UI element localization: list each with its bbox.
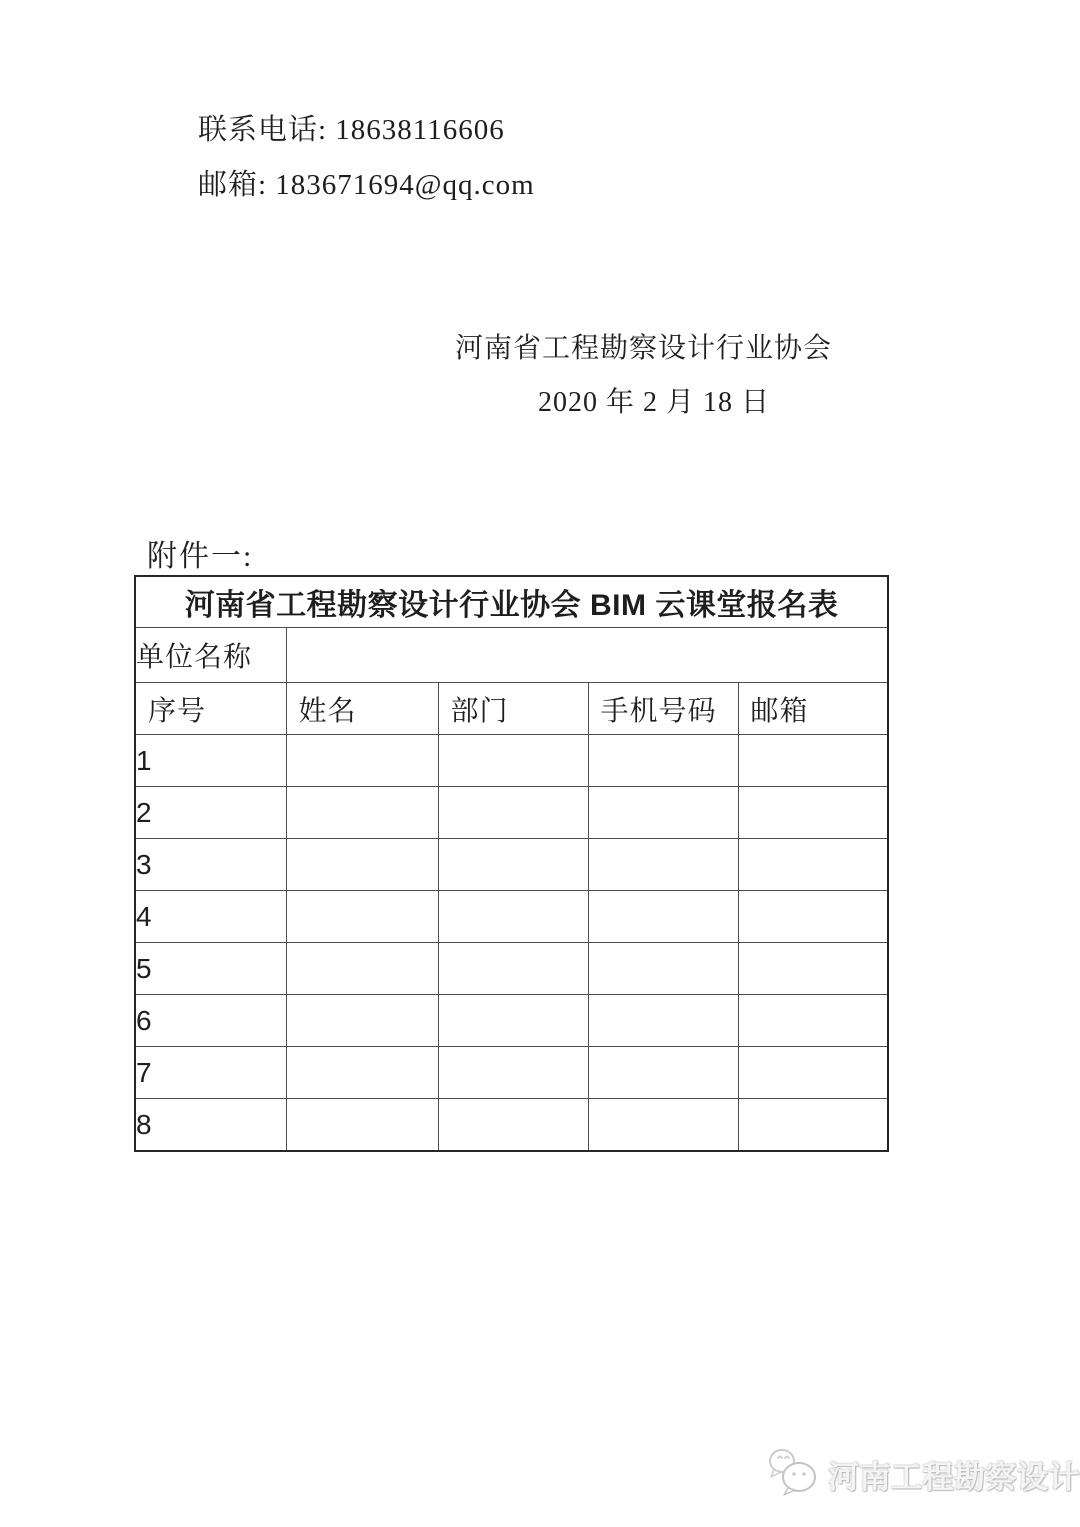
- cell-department: [438, 1047, 588, 1099]
- cell-mobile: [588, 735, 738, 787]
- wechat-icon: [766, 1446, 820, 1503]
- table-row: [135, 943, 888, 995]
- attachment-label: 附件一:: [147, 540, 254, 573]
- unit-name-label: 单位名称: [135, 628, 286, 683]
- cell-department: [438, 787, 588, 839]
- cell-department: [438, 943, 588, 995]
- cell-email: [738, 1047, 888, 1099]
- cell-email: [738, 995, 888, 1047]
- cell-name: [286, 891, 438, 943]
- cell-mobile: [588, 1047, 738, 1099]
- row-index: 1: [135, 735, 286, 787]
- table-row: [135, 1047, 888, 1099]
- registration-form-table: [134, 575, 889, 1152]
- row-index: 6: [135, 995, 286, 1047]
- table-row: [135, 995, 888, 1047]
- cell-name: [286, 943, 438, 995]
- row-index: 8: [135, 1099, 286, 1152]
- cell-department: [438, 1099, 588, 1152]
- cell-mobile: [588, 943, 738, 995]
- cell-mobile: [588, 787, 738, 839]
- cell-department: [438, 839, 588, 891]
- col-header-mobile: 手机号码: [588, 683, 738, 735]
- cell-mobile: [588, 1099, 738, 1152]
- cell-name: [286, 1099, 438, 1152]
- unit-name-value-cell: [286, 628, 888, 683]
- col-header-name: 姓名: [286, 683, 438, 735]
- signature-org-name: 河南省工程勘察设计行业协会: [455, 333, 833, 364]
- cell-email: [738, 1099, 888, 1152]
- cell-mobile: [588, 891, 738, 943]
- row-index: 5: [135, 943, 286, 995]
- row-index: 3: [135, 839, 286, 891]
- cell-mobile: [588, 839, 738, 891]
- cell-name: [286, 1047, 438, 1099]
- col-header-department: 部门: [438, 683, 588, 735]
- contact-phone-line: 联系电话: 18638116606: [198, 114, 505, 146]
- row-index: 7: [135, 1047, 286, 1099]
- contact-email-line: 邮箱: 183671694@qq.com: [198, 169, 535, 201]
- cell-email: [738, 943, 888, 995]
- table-title-row: [135, 576, 888, 628]
- cell-email: [738, 735, 888, 787]
- cell-department: [438, 995, 588, 1047]
- cell-name: [286, 995, 438, 1047]
- col-header-index: 序号: [135, 683, 286, 735]
- unit-name-row: [135, 628, 888, 683]
- table-row: [135, 891, 888, 943]
- cell-department: [438, 735, 588, 787]
- cell-mobile: [588, 995, 738, 1047]
- cell-email: [738, 839, 888, 891]
- table-row: [135, 839, 888, 891]
- table-row: [135, 1099, 888, 1152]
- cell-name: [286, 787, 438, 839]
- table-header-row: [135, 683, 888, 735]
- footer-watermark: [766, 1446, 1080, 1503]
- row-index: 4: [135, 891, 286, 943]
- row-index: 2: [135, 787, 286, 839]
- watermark-text: 河南工程勘察设计: [828, 1460, 1080, 1495]
- signature-date: 2020 年 2 月 18 日: [538, 387, 771, 418]
- table-title: 河南省工程勘察设计行业协会 BIM 云课堂报名表: [135, 576, 888, 628]
- cell-name: [286, 839, 438, 891]
- cell-email: [738, 787, 888, 839]
- cell-email: [738, 891, 888, 943]
- col-header-email: 邮箱: [738, 683, 888, 735]
- contact-block: [198, 112, 535, 222]
- cell-department: [438, 891, 588, 943]
- table-row: [135, 735, 888, 787]
- cell-name: [286, 735, 438, 787]
- table-row: [135, 787, 888, 839]
